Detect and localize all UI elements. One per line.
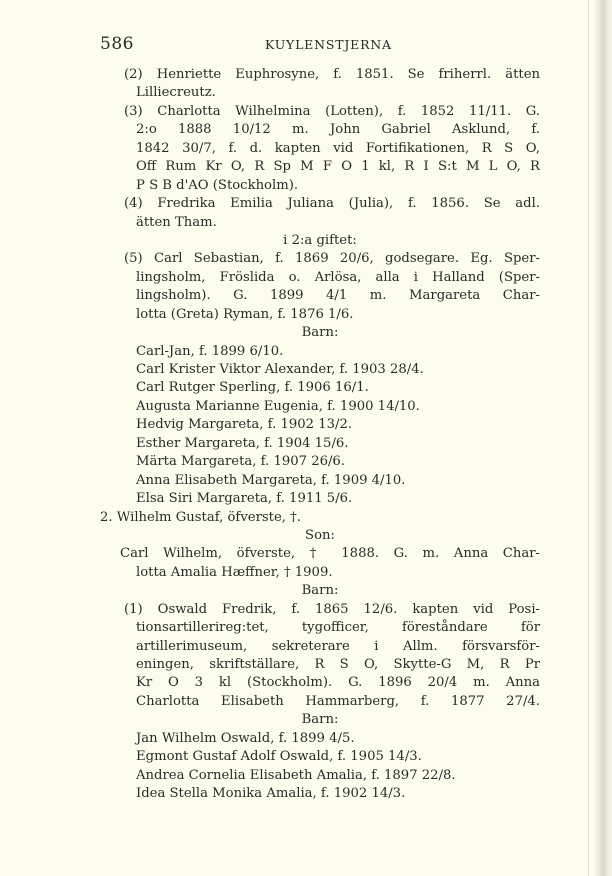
text-line: Barn:	[301, 712, 339, 728]
text-line: (3) Charlotta Wilhelmina (Lotten), f. 1852 11/11. G.	[124, 103, 540, 119]
text-line: 1842 30/7, f. d. kapten vid Fortifikationen, R S O,	[136, 140, 540, 156]
text-line: (5) Carl Sebastian, f. 1869 20/6, godsegare. Eg. Sper-	[124, 251, 540, 267]
text-line: Anna Elisabeth Margareta, f. 1909 4/10.	[136, 472, 406, 488]
text-line: 2:o 1888 10/12 m. John Gabriel Asklund, f.	[136, 122, 540, 138]
text-line: lingsholm, Fröslida o. Arlösa, alla i Halland (Sper-	[136, 269, 540, 285]
text-line: (2) Henriette Euphrosyne, f. 1851. Se friherrl. ätten	[124, 67, 540, 82]
text-line: Carl Krister Viktor Alexander, f. 1903 28/4.	[136, 362, 424, 377]
text-line: P S B d'AO (Stockholm).	[136, 177, 299, 193]
text-line: Egmont Gustaf Adolf Oswald, f. 1905 14/3.	[136, 749, 422, 765]
text-line: Idea Stella Monika Amalia, f. 1902 14/3.	[136, 786, 406, 802]
text-line: Off Rum Kr O, R Sp M F O 1 kl, R I S:t M L O, R	[136, 159, 540, 175]
text-line: Charlotta Elisabeth Hammarberg, f. 1877 27/4.	[136, 693, 540, 709]
page-header	[100, 34, 540, 56]
text-line: Carl Rutger Sperling, f. 1906 16/1.	[136, 380, 369, 396]
text-line: Jan Wilhelm Oswald, f. 1899 4/5.	[136, 730, 355, 746]
text-line: eningen, skriftställare, R S O, Skytte-G M, R Pr	[136, 657, 540, 672]
text-line: Barn:	[301, 325, 339, 341]
text-line: Kr O 3 kl (Stockholm). G. 1896 20/4 m. Anna	[136, 675, 540, 691]
text-line: (1) Oswald Fredrik, f. 1865 12/6. kapten vid Posi-	[124, 601, 540, 617]
text-line: ätten Tham.	[136, 214, 217, 230]
text-line: (4) Fredrika Emilia Juliana (Julia), f. 1856. Se adl.	[124, 196, 540, 212]
text-line: lotta Amalia Hæffner, † 1909.	[136, 564, 333, 580]
text-line: tionsartillerireg:tet, tygofficer, föreståndare för	[136, 620, 540, 636]
page-number: 586	[100, 34, 134, 54]
text-line: Esther Margareta, f. 1904 15/6.	[136, 435, 349, 451]
text-line: i 2:a giftet:	[283, 232, 357, 248]
text-line: Hedvig Margareta, f. 1902 13/2.	[136, 417, 353, 433]
text-line: Elsa Siri Margareta, f. 1911 5/6.	[136, 491, 353, 507]
page-edge-line	[588, 0, 589, 876]
text-line: lotta (Greta) Ryman, f. 1876 1/6.	[136, 306, 354, 322]
text-line: Lilliecreutz.	[136, 85, 216, 101]
text-line: Barn:	[301, 583, 339, 599]
text-line: Son:	[305, 527, 335, 543]
text-line: Carl-Jan, f. 1899 6/10.	[136, 343, 284, 359]
text-line: lingsholm). G. 1899 4/1 m. Margareta Char-	[136, 288, 540, 304]
text-line: Andrea Cornelia Elisabeth Amalia, f. 1897 22/8.	[136, 767, 456, 783]
running-head: KUYLENSTJERNA	[265, 37, 392, 52]
text-line: 2. Wilhelm Gustaf, öfverste, †.	[100, 509, 301, 525]
text-line: Märta Margareta, f. 1907 26/6.	[136, 454, 346, 470]
text-line: artillerimuseum, sekreterare i Allm. försvarsför-	[136, 638, 540, 654]
text-line: Augusta Marianne Eugenia, f. 1900 14/10.	[136, 398, 420, 414]
text-line: Carl Wilhelm, öfverste, † 1888. G. m. Anna Char-	[120, 546, 540, 562]
page-body	[100, 66, 540, 804]
page-edge-shadow	[594, 0, 612, 876]
